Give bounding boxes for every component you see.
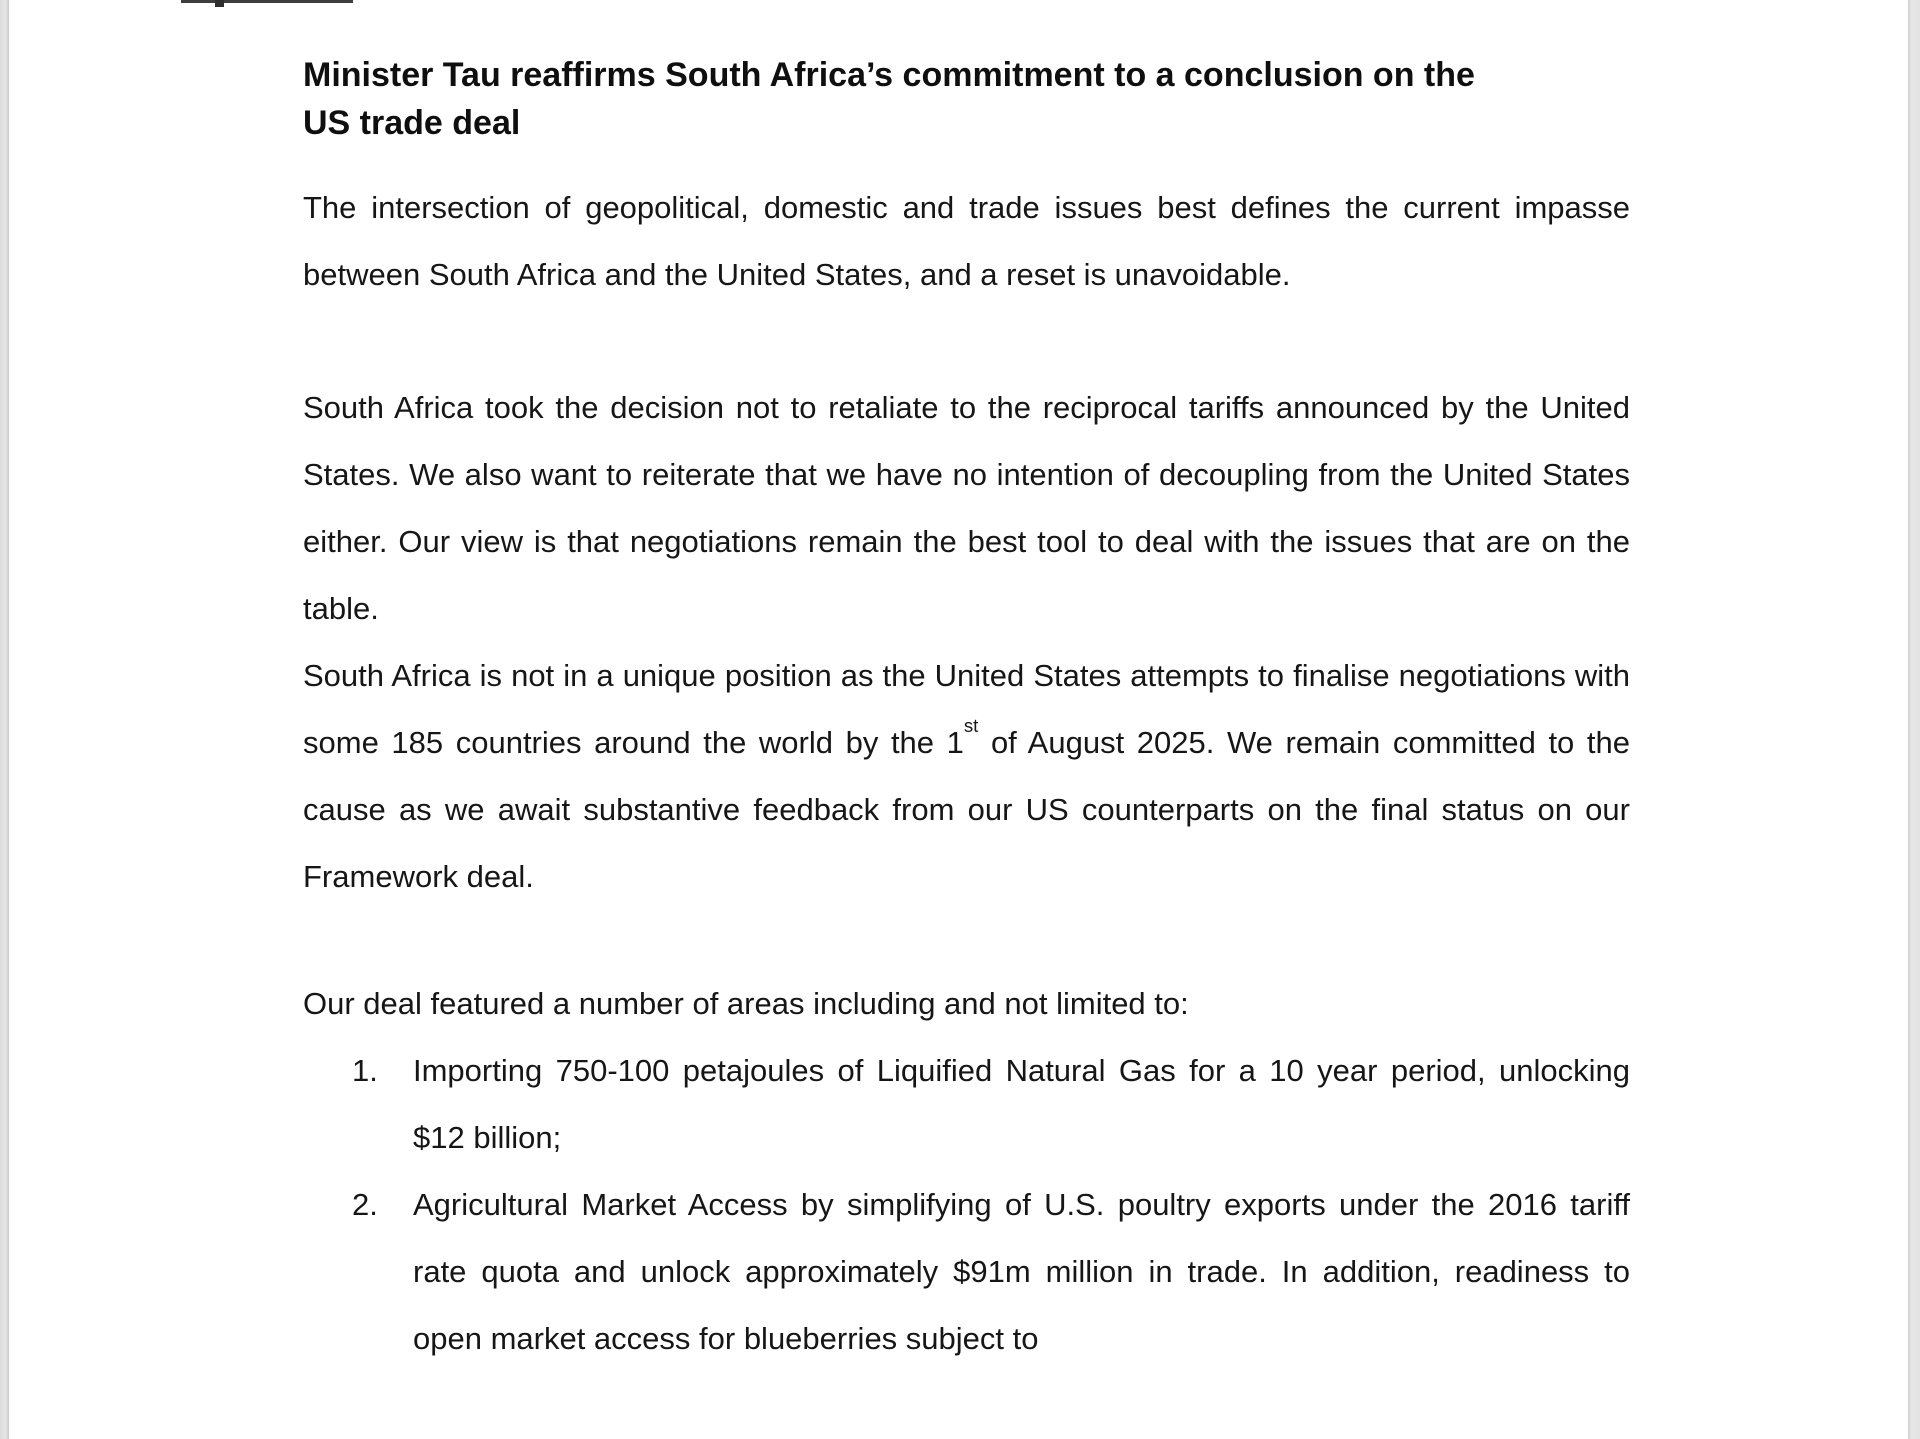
paragraph-intersection: The intersection of geopolitical, domestic and trade issues best defines the current impasse between South Africa and the United States, and a reset is unavoidable. <box>303 190 1630 292</box>
document-title <box>303 51 1630 147</box>
list-item-lng <box>303 1037 1630 1171</box>
paragraph-negotiations-start: South Africa is not in a unique position as the United States attempts to finalise negotiations with some 185 countries around the world by the 1 <box>303 658 1630 760</box>
paragraph-negotiations-end: of August 2025. We remain committed to the cause as we await substantive feedback from our US counterparts on the final status on our Framework deal. <box>303 725 1630 894</box>
ordinal-superscript: st <box>963 715 979 737</box>
page-edge-left <box>0 0 9 1439</box>
numbered-list <box>303 1037 1630 1372</box>
cropped-top-mark <box>215 0 224 7</box>
document-title-line1: Minister Tau reaffirms South Africa’s commitment to a conclusion on the <box>303 56 1475 94</box>
list-item-1-text: Importing 750-100 petajoules of Liquified Natural Gas for a 10 year period, unlocking $12 billion; <box>413 1053 1630 1155</box>
list-item-1-number: 1. <box>352 1053 378 1088</box>
document-title-line2: US trade deal <box>303 104 521 142</box>
document-body <box>303 51 1630 1372</box>
list-item-2-number: 2. <box>352 1187 378 1222</box>
list-item-2-text: Agricultural Market Access by simplifying of U.S. poultry exports under the 2016 tariff rate quota and unlock approximately $91m million in trade. In addition, readiness to open market access for blueberries subject to <box>413 1187 1630 1356</box>
paragraph-deal-areas: Our deal featured a number of areas including and not limited to: <box>303 986 1189 1021</box>
list-item-agriculture <box>303 1171 1630 1372</box>
paragraph-negotiations <box>303 642 1630 910</box>
page-edge-right <box>1908 0 1920 1439</box>
paragraph-no-retaliation: South Africa took the decision not to retaliate to the reciprocal tariffs announced by the United States. We also want to reiterate that we have no intention of decoupling from the United States either. Our view is that negotiations remain the best tool to deal with the issues that are on the table. <box>303 390 1630 626</box>
cropped-top-bar <box>181 0 353 3</box>
